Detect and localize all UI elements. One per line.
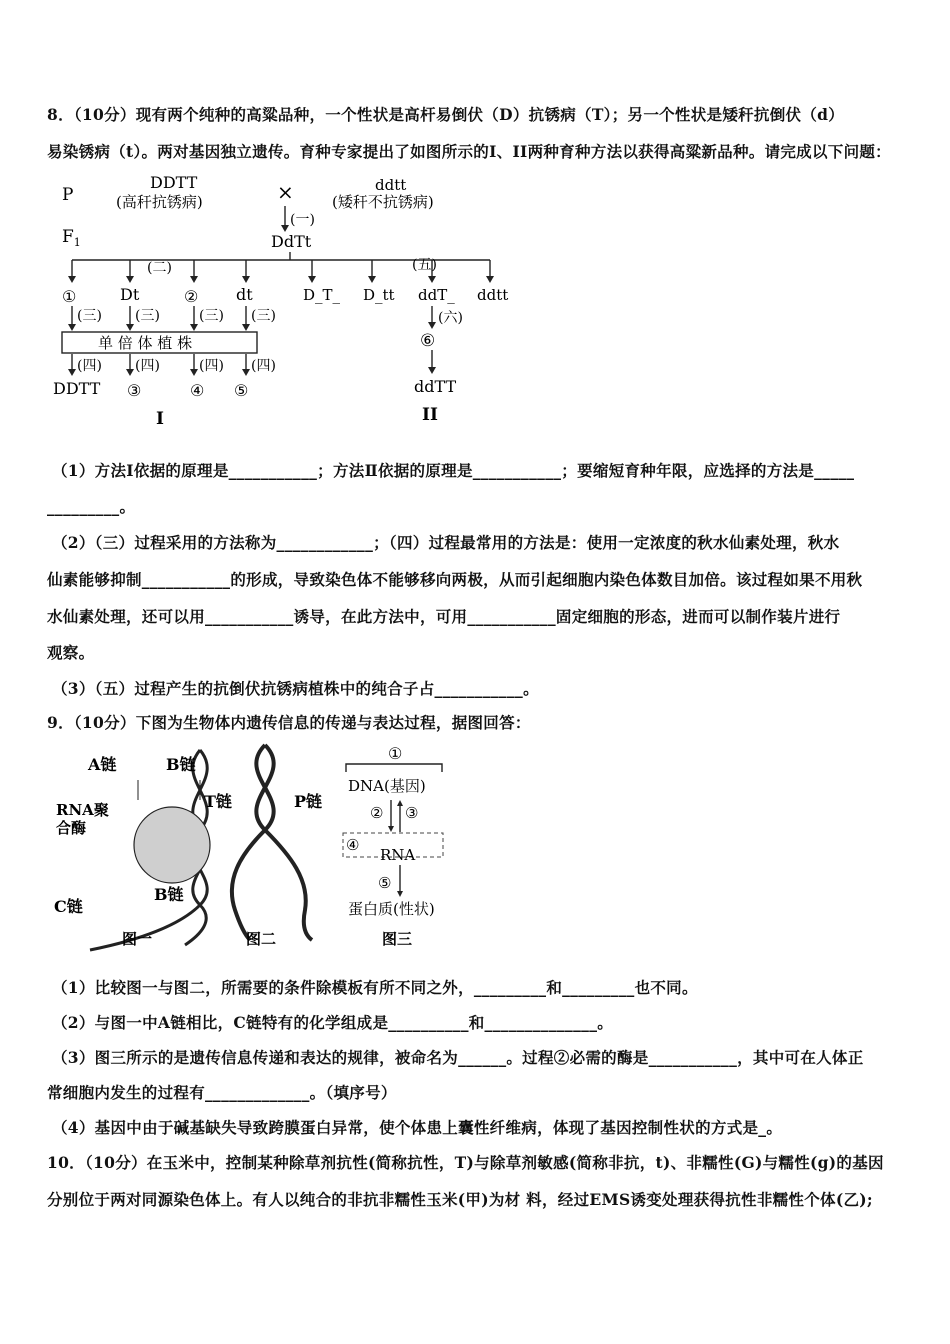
rna-label: RNA xyxy=(380,846,416,864)
gene-expression-figure xyxy=(50,740,470,952)
svg-text:(四): (四) xyxy=(77,358,102,374)
step5-label: (五) xyxy=(412,257,437,273)
q8-sub3: （3）（五）过程产生的抗倒伏抗锈病植株中的纯合子占___________。 xyxy=(52,679,539,698)
circle-4: ④ xyxy=(346,836,360,854)
circle-2: ② xyxy=(370,804,384,822)
parent2-trait: (矮秆不抗锈病) xyxy=(332,193,434,211)
svg-text:(三): (三) xyxy=(251,308,276,324)
f2-2: D_tt xyxy=(363,286,395,304)
method-II: II xyxy=(422,405,438,425)
t-chain-label: T链 xyxy=(204,792,232,811)
svg-text:(三): (三) xyxy=(199,308,224,324)
f1-label: $F_1$ xyxy=(62,227,81,249)
f2-3: ddT_ xyxy=(418,286,455,304)
cross-symbol: × xyxy=(277,180,294,204)
step1-label: (一) xyxy=(290,212,315,228)
circle-3: ③ xyxy=(405,804,419,822)
svg-text:RNA聚: RNA聚 xyxy=(56,801,109,819)
method-I: I xyxy=(156,409,164,429)
circle-1: ① xyxy=(388,744,403,763)
q9-sub2: （2）与图一中A链相比，C链特有的化学组成是__________和______________。 xyxy=(52,1013,614,1032)
circle-6: ⑥ xyxy=(420,331,436,351)
step6-label: (六) xyxy=(438,310,463,326)
q8-sub2-line4: 观察。 xyxy=(47,643,95,662)
gamete-3: ② xyxy=(184,287,199,306)
q8-stem-line1: 8．（10分）现有两个纯种的高粱品种，一个性状是高杆易倒伏（D）抗锈病（T）；另一个性状是矮秆抗倒伏（d） xyxy=(47,105,845,124)
svg-text:(四): (四) xyxy=(251,358,276,374)
c-chain-label: C链 xyxy=(54,897,83,916)
result-2: ③ xyxy=(127,381,142,400)
a-chain-label: A链 xyxy=(88,755,117,774)
f2-1: D_T_ xyxy=(303,286,341,304)
parent1-trait: (高秆抗锈病) xyxy=(116,193,203,211)
svg-text:(四): (四) xyxy=(199,358,224,374)
circle-5: ⑤ xyxy=(378,874,392,892)
q9-stem: 9．（10分）下图为生物体内遗传信息的传递与表达过程，据图回答： xyxy=(47,713,531,732)
p-chain-label: P链 xyxy=(294,792,323,811)
arrow-step1-head xyxy=(281,225,289,232)
rna-polymerase xyxy=(134,807,210,883)
fig3-label: 图三 xyxy=(382,930,413,948)
b-chain-bottom-label: B链 xyxy=(154,885,184,904)
dna-label: DNA(基因) xyxy=(348,777,426,795)
q9-sub3-line2: 常细胞内发生的过程有_____________。（填序号） xyxy=(47,1083,397,1102)
q9-sub4: （4）基因中由于碱基缺失导致跨膜蛋白异常，使个体患上囊性纤维病，体现了基因控制性状的方式是_。 xyxy=(52,1118,783,1137)
gamete-1: ① xyxy=(62,287,77,306)
fig1-label: 图一 xyxy=(122,930,153,948)
svg-text:(三): (三) xyxy=(77,308,102,324)
q10-stem-line1: 10．（10分）在玉米中，控制某种除草剂抗性(简称抗性，T)与除草剂敏感(简称非抗，t)、非糯性(G)与糯性(g)的基因 xyxy=(47,1153,884,1172)
b-chain-top-label: B链 xyxy=(166,755,196,774)
q8-stem-line2: 易染锈病（t）。两对基因独立遗传。育种专家提出了如图所示的I、II两种育种方法以获得高粱新品种。请完成以下问题： xyxy=(47,142,891,161)
step2-label: (二) xyxy=(147,260,172,276)
q9-sub3-line1: （3）图三所示的是遗传信息传递和表达的规律，被命名为______。过程②必需的酶是___________，其中可在人体正 xyxy=(52,1048,864,1067)
haploid-label: 单 倍 体 植 株 xyxy=(98,334,193,352)
q8-sub1-line2: _________。 xyxy=(47,497,136,516)
svg-text:(四): (四) xyxy=(135,358,160,374)
q8-sub2-line3: 水仙素处理，还可以用___________诱导，在此方法中，可用___________固定细胞的形态，进而可以制作装片进行 xyxy=(47,607,841,626)
result-1: DDTT xyxy=(53,379,101,398)
svg-text:合酶: 合酶 xyxy=(56,819,87,837)
parent2-genotype: ddtt xyxy=(375,176,407,194)
breeding-diagram xyxy=(50,172,530,434)
fig2-label: 图二 xyxy=(246,930,277,948)
q8-sub2-line2: 仙素能够抑制___________的形成，导致染色体不能够移向两极，从而引起细胞内染色体数目加倍。该过程如果不用秋 xyxy=(47,570,863,589)
q9-sub1: （1）比较图一与图二，所需要的条件除模板有所不同之外，_________和_________也不同。 xyxy=(52,978,698,997)
q8-sub1-line1: （1）方法Ⅰ依据的原理是___________；方法Ⅱ依据的原理是___________；要缩短育种年限，应选择的方法是_____ xyxy=(52,461,855,480)
f2-4: ddtt xyxy=(477,286,509,304)
gamete-2: Dt xyxy=(120,285,140,304)
ddTT-result: ddTT xyxy=(414,377,457,396)
parent1-genotype: DDTT xyxy=(150,173,198,192)
result-4: ⑤ xyxy=(234,381,249,400)
svg-text:(三): (三) xyxy=(135,308,160,324)
protein-label: 蛋白质(性状) xyxy=(348,900,435,918)
gamete-4: dt xyxy=(236,285,253,304)
result-3: ④ xyxy=(190,381,205,400)
q8-sub2-line1: （2）（三）过程采用的方法称为____________；（四）过程最常用的方法是：使用一定浓度的秋水仙素处理，秋水 xyxy=(52,533,840,552)
f1-genotype: DdTt xyxy=(271,232,312,251)
p-label: P xyxy=(62,185,74,205)
q10-stem-line2: 分别位于两对同源染色体上。有人以纯合的非抗非糯性玉米(甲)为材 料，经过EMS诱变处理获得抗性非糯性个体(乙); xyxy=(47,1190,873,1209)
